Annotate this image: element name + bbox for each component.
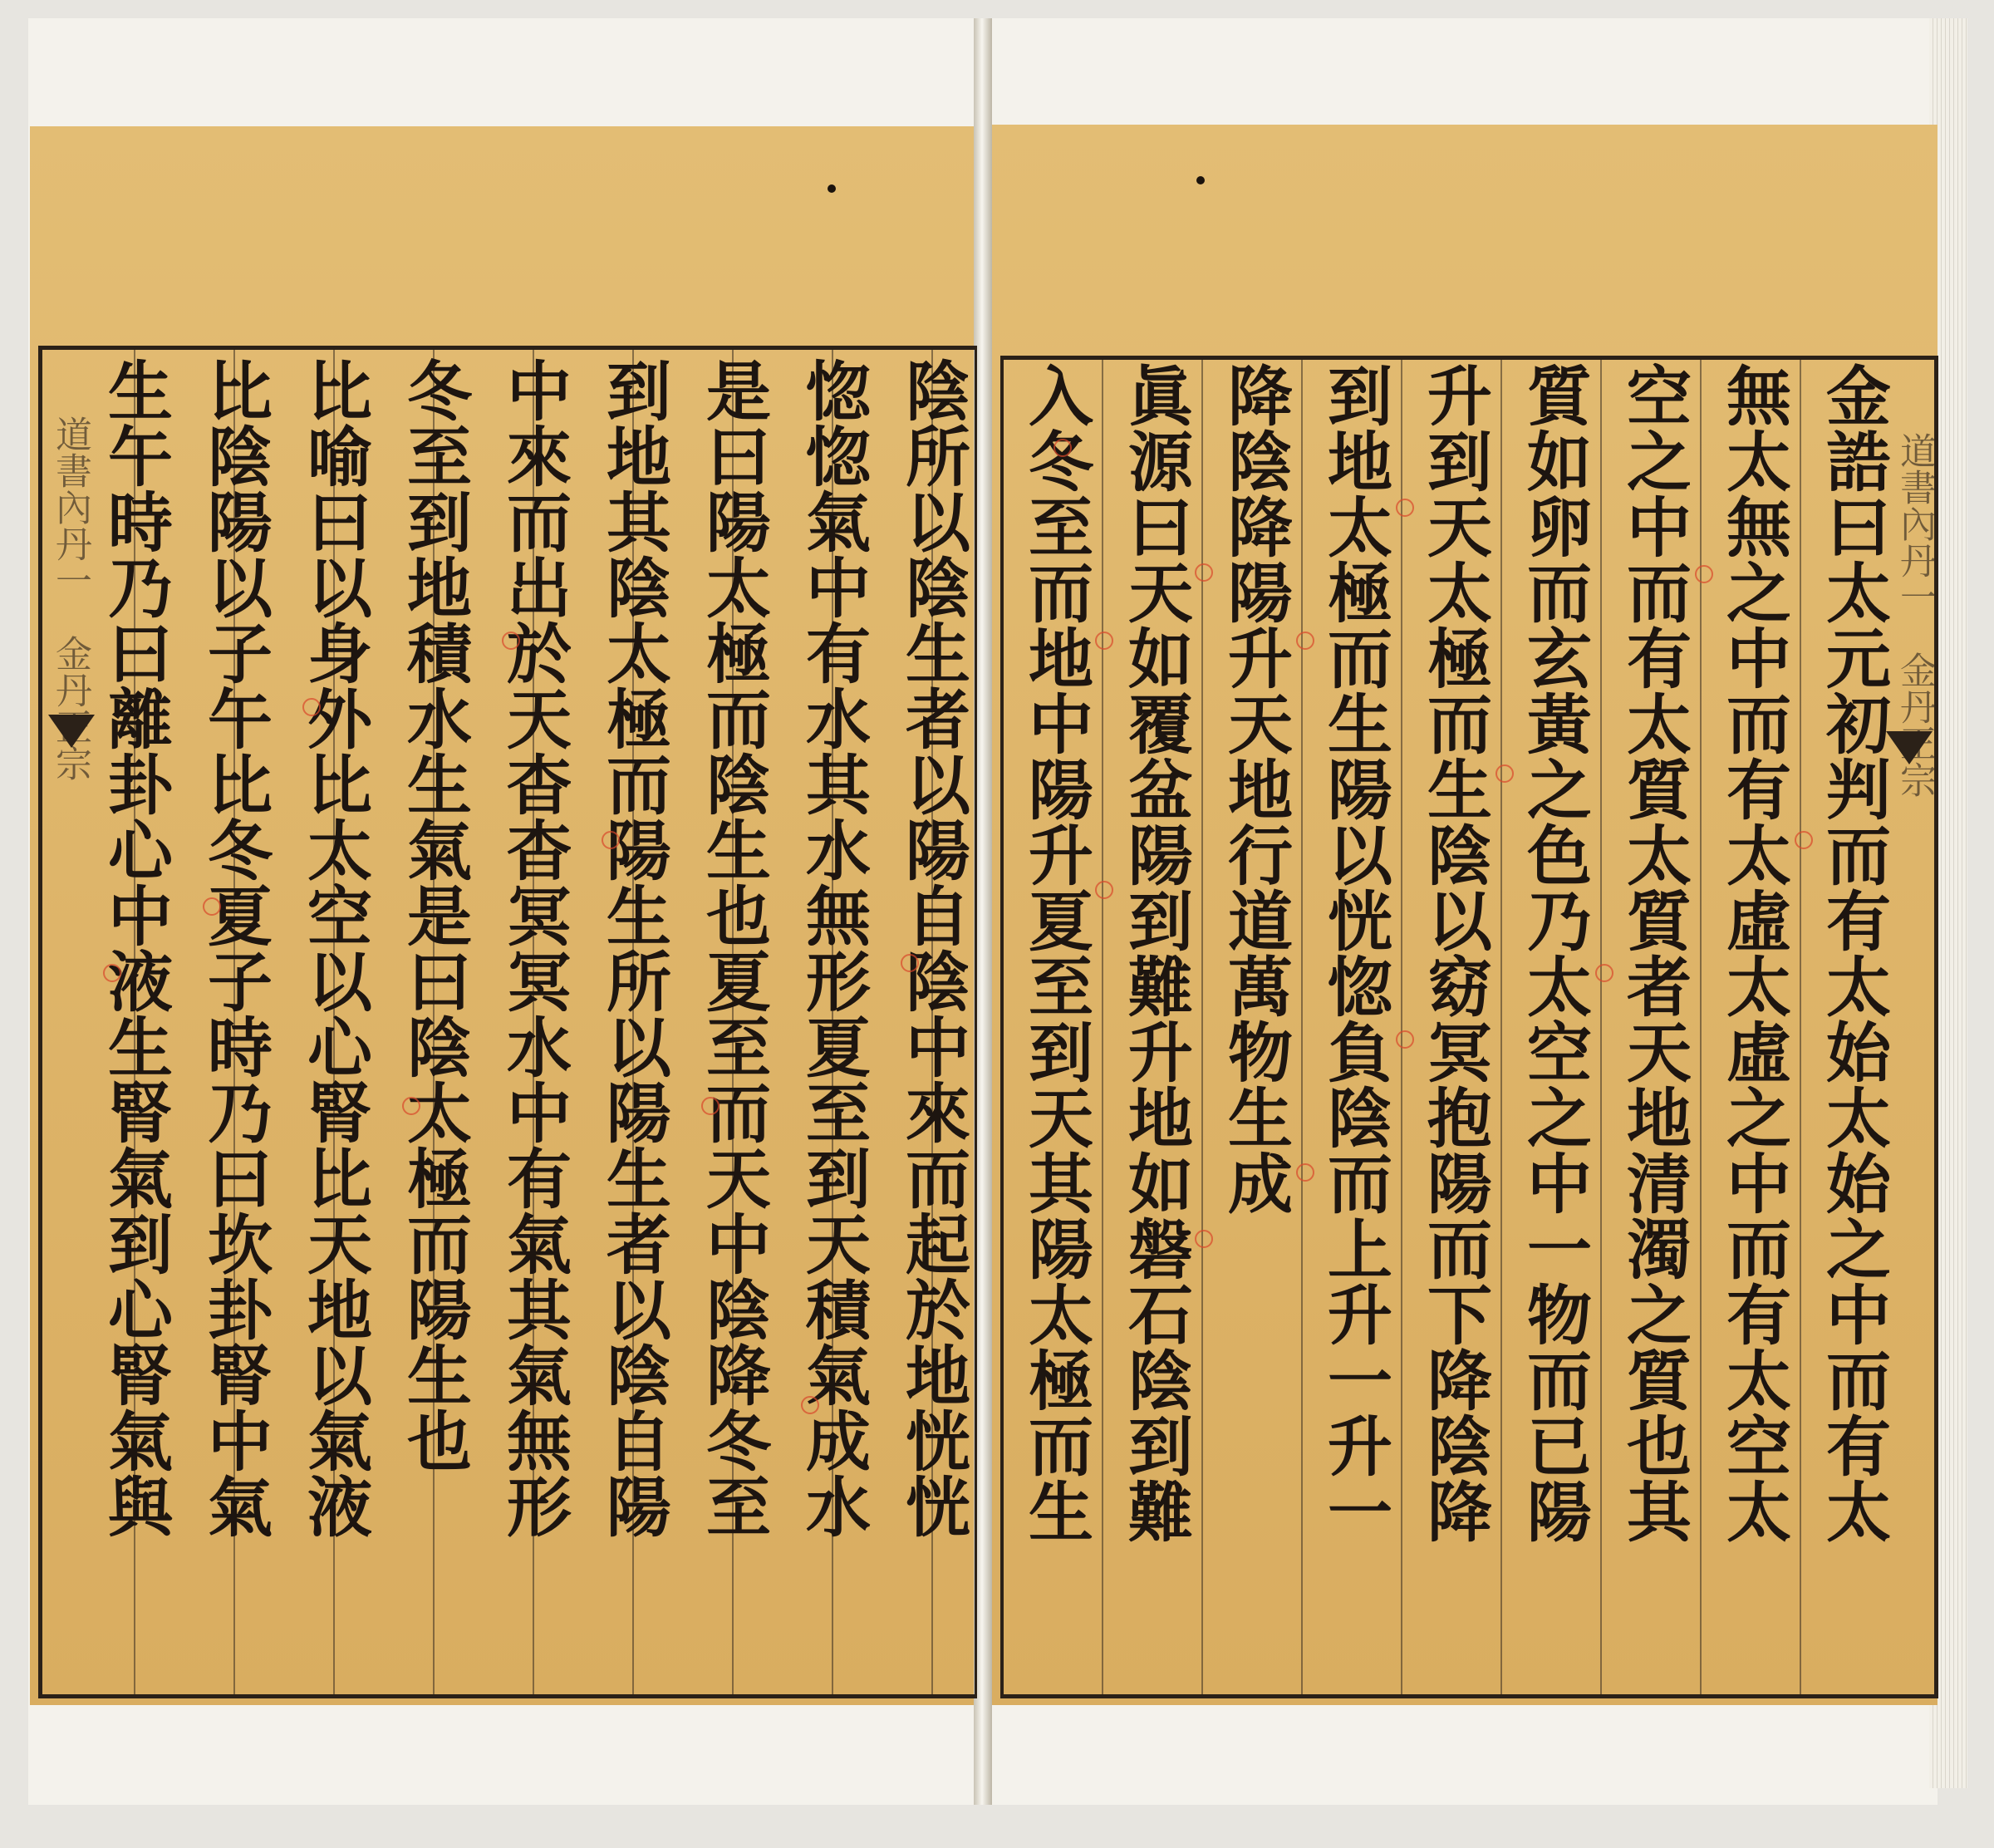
punctuation-mark: [801, 1396, 819, 1414]
left-column-9: 生午時乃曰離卦心中液生腎氣到心腎氣與: [97, 357, 173, 1539]
punctuation-mark: [1296, 632, 1314, 650]
left-column-6: 冬至到地積水生氣是曰陰太極而陽生也: [396, 357, 472, 1473]
punctuation-mark: [1595, 964, 1613, 982]
column-rule: [1800, 360, 1801, 1694]
right-column-4: 質如卵而玄黃之色乃太空之中一物而已陽: [1516, 362, 1592, 1544]
right-column-5: 升到天太極而生陰以窈冥抱陽而下降陰降: [1417, 362, 1492, 1544]
punctuation-mark: [203, 897, 221, 916]
punctuation-mark: [1053, 439, 1072, 457]
left-column-7: 比喻曰以身外比太空以心腎比天地以氣液: [297, 357, 372, 1539]
punctuation-mark: [1695, 565, 1713, 583]
punctuation-mark: [602, 831, 620, 849]
column-rule: [1500, 360, 1502, 1694]
left-column-8: 比陰陽以子午比冬夏子時乃曰坎卦腎中氣: [197, 357, 273, 1539]
ink-dot: [1196, 176, 1205, 184]
column-rule: [1301, 360, 1303, 1694]
column-rule: [1201, 360, 1203, 1694]
left-column-5: 中來而出於天杳杳冥冥水中有氣其氣無形: [496, 357, 572, 1539]
column-rule: [1700, 360, 1702, 1694]
left-column-4: 到地其陰太極而陽生所以陽生者以陰自陽: [596, 357, 671, 1539]
punctuation-mark: [901, 954, 919, 972]
punctuation-mark: [502, 632, 520, 650]
punctuation-mark: [1195, 563, 1213, 582]
punctuation-mark: [103, 964, 121, 982]
column-rule: [1600, 360, 1602, 1694]
left-column-3: 是曰陽太極而陰生也夏至而天中陰降冬至: [695, 357, 771, 1539]
punctuation-mark: [1396, 499, 1414, 517]
punctuation-mark: [1795, 831, 1813, 849]
punctuation-mark: [1496, 764, 1514, 783]
right-column-1: 金誥曰太元初判而有太始太始之中而有太: [1815, 362, 1891, 1544]
punctuation-mark: [701, 1097, 720, 1115]
fish-tail-mark: [1886, 731, 1933, 764]
left-column-1: 陰所以陰生者以陽自陰中來而起於地恍恍: [895, 357, 970, 1539]
column-rule: [1102, 360, 1103, 1694]
ink-dot: [828, 184, 836, 193]
left-column-2: 惚惚氣中有水其水無形夏至到天積氣成水: [795, 357, 871, 1539]
fish-tail-mark: [48, 715, 95, 748]
left-fold-running-head: 道書內丹一 金丹正宗: [49, 415, 91, 781]
right-column-8: 眞源曰天如覆盆陽到難升地如磐石陰到難: [1117, 362, 1193, 1544]
column-rule: [1401, 360, 1402, 1694]
right-column-6: 到地太極而生陽以恍惚負陰而上升一升一: [1317, 362, 1392, 1544]
punctuation-mark: [1195, 1230, 1213, 1248]
right-fold-running-head: 道書內丹一 金丹正宗: [1893, 432, 1936, 798]
right-column-3: 空之中而有太質太質者天地清濁之質也其: [1616, 362, 1692, 1544]
punctuation-mark: [1095, 632, 1113, 650]
punctuation-mark: [1296, 1163, 1314, 1182]
right-column-7: 降陰降陽升天地行道萬物生成: [1217, 362, 1293, 1216]
right-column-9: 入冬至而地中陽升夏至到天其陽太極而生: [1018, 362, 1093, 1544]
punctuation-mark: [402, 1097, 420, 1115]
punctuation-mark: [1396, 1030, 1414, 1049]
punctuation-mark: [302, 698, 321, 716]
right-column-2: 無太無之中而有太虛太虛之中而有太空太: [1716, 362, 1791, 1544]
punctuation-mark: [1095, 881, 1113, 899]
